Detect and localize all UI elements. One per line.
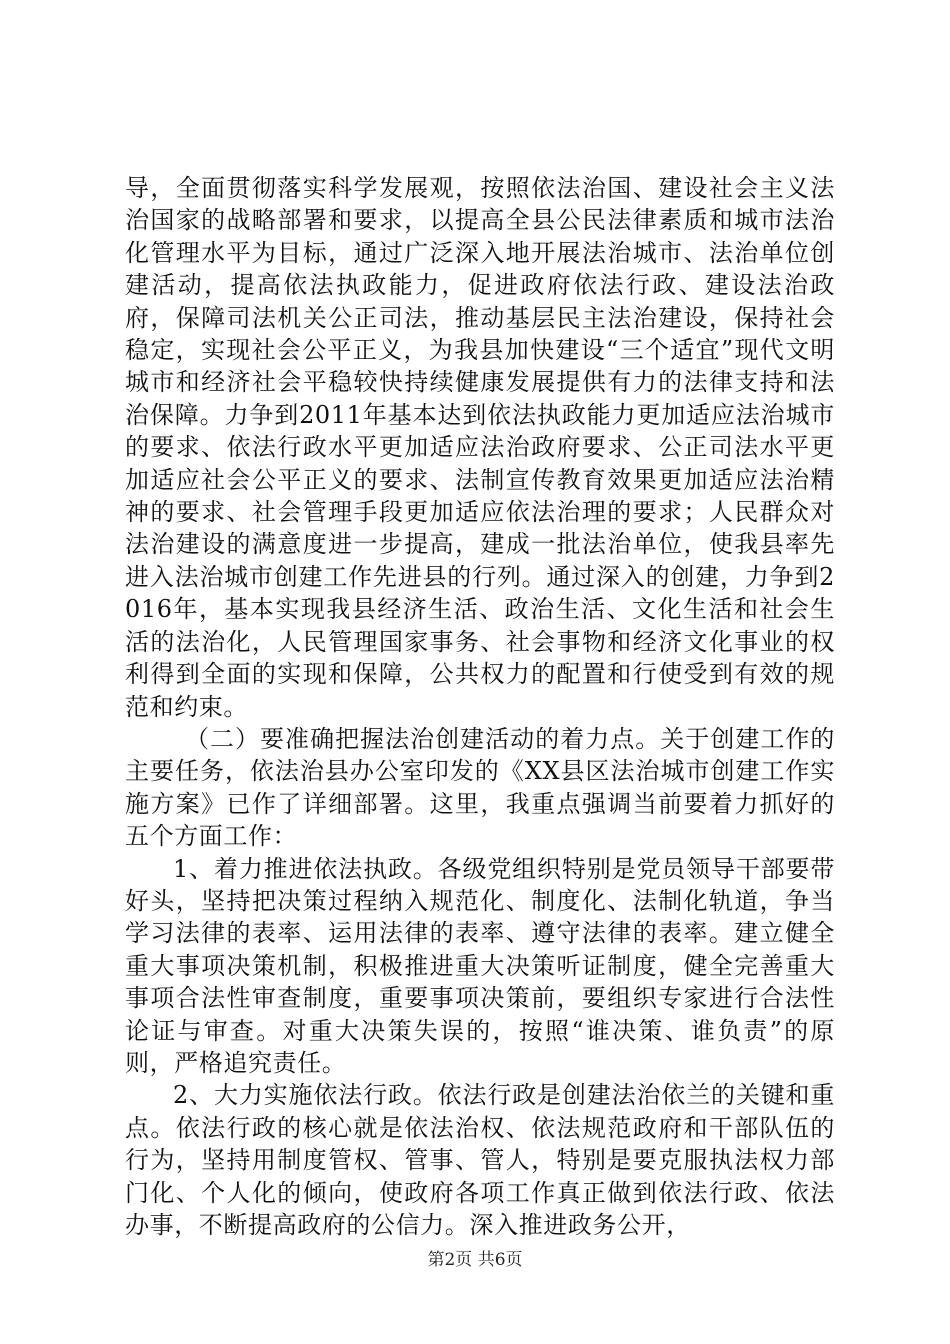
paragraph-continued: 导，全面贯彻落实科学发展观，按照依法治国、建设社会主义法治国家的战略部署和要求，以提高全县公民法律素质和城市法治化管理水平为目标，通过广泛深入地开展法治城市、法治单位创建活动，提高依法执政能力，促进政府依法行政、建设法治政府，保障司法机关公正司法，推动基层民主法治建设，保持社会稳定，实现社会公平正义，为我县加快建设“三个适宜”现代文明城市和经济社会平稳较快持续健康发展提供有力的法律支持和法治保障。力争到2011年基本达到依法执政能力更加适应法治城市的要求、依法行政水平更加适应法治政府要求、公正司法水平更加适应社会公平正义的要求、法制宣传教育效果更加适应法治精神的要求、社会管理手段更加适应依法治理的要求；人民群众对法治建设的满意度进一步提高，建成一批法治单位，使我县率先进入法治城市创建工作先进县的行列。通过深入的创建，力争到2016年，基本实现我县经济生活、政治生活、文化生活和社会生活的法治化，人民管理国家事务、社会事物和经济文化事业的权利得到全面的实现和保障，公共权力的配置和行使受到有效的规范和约束。 — [125, 174, 835, 721]
paragraph-item-two: 2、大力实施依法行政。依法行政是创建法治依兰的关键和重点。依法行政的核心就是依法治权、依法规范政府和干部队伍的行为，坚持用制度管权、管事、管人，特别是要克服执法权力部门化、个人化的倾向，使政府各项工作真正做到依法行政、依法办事，不断提高政府的公信力。深入推进政务公开， — [125, 1081, 835, 1239]
document-body — [125, 172, 835, 1241]
paragraph-section-two: （二）要准确把握法治创建活动的着力点。关于创建工作的主要任务，依法治县办公室印发的《XX县区法治城市创建工作实施方案》已作了详细部署。这里，我重点强调当前要着力抓好的五个方面工作： — [125, 724, 835, 851]
paragraph-item-one: 1、着力推进依法执政。各级党组织特别是党员领导干部要带好头，坚持把决策过程纳入规范化、制度化、法制化轨道，争当学习法律的表率、运用法律的表率、遵守法律的表率。建立健全重大事项决策机制，积极推进重大决策听证制度，健全完善重大事项合法性审查制度，重要事项决策前，要组织专家进行合法性论证与审查。对重大决策失误的，按照“谁决策、谁负责”的原则，严格追究责任。 — [125, 854, 835, 1077]
page-number-footer: 第2页 共6页 — [427, 1250, 523, 1270]
